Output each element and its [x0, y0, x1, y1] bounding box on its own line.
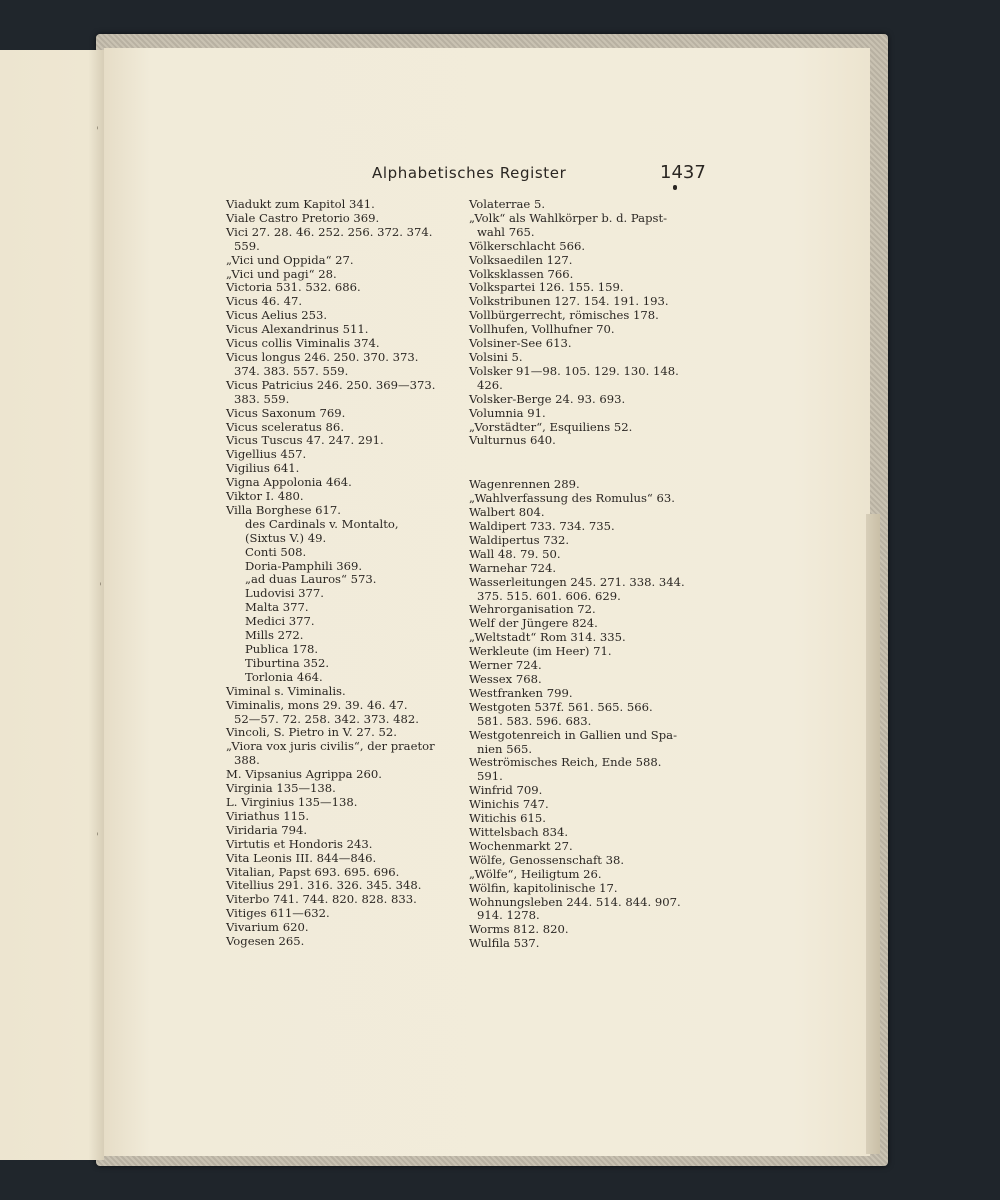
index-entry: Conti 508. [245, 544, 307, 559]
index-entry: Medici 377. [245, 614, 315, 629]
index-entry: Vollbürgerrecht, römisches 178. [469, 308, 659, 323]
index-entry: Vicus Patricius 246. 250. 369—373. [226, 377, 436, 392]
index-entry: Wasserleitungen 245. 271. 338. 344. [469, 574, 685, 589]
index-entry: Vitellius 291. 316. 326. 345. 348. [226, 878, 422, 893]
index-entry: „Vici und pagi“ 28. [226, 266, 337, 281]
index-entry: Werner 724. [469, 658, 542, 673]
index-entry: 914. 1278. [477, 908, 540, 923]
index-entry: 374. 383. 557. 559. [234, 363, 349, 378]
index-entry: Vici 27. 28. 46. 252. 256. 372. 374. [226, 224, 433, 239]
index-entry: Mills 272. [245, 628, 304, 643]
index-entry: Wagenrennen 289. [469, 477, 580, 492]
index-entry: Warnehar 724. [469, 560, 557, 575]
index-entry: Westgotenreich in Gallien und Spa- [469, 727, 677, 742]
index-entry: Ludovisi 377. [245, 586, 324, 601]
index-entry: Walbert 804. [469, 505, 545, 520]
index-entry: Wittelsbach 834. [469, 824, 569, 839]
index-entry: Viadukt zum Kapitol 341. [226, 197, 375, 211]
index-entry: Volkspartei 126. 155. 159. [469, 280, 624, 295]
index-entry: Wall 48. 79. 50. [469, 546, 561, 561]
index-entry: Wohnungsleben 244. 514. 844. 907. [469, 894, 681, 909]
index-entry: Wochenmarkt 27. [469, 838, 573, 853]
index-entry: Völkerschlacht 566. [469, 238, 586, 253]
index-entry: nien 565. [477, 741, 533, 756]
index-entry: Waldipertus 732. [469, 532, 570, 547]
index-entry: 559. [234, 238, 260, 253]
index-entry: Vicus Aelius 253. [226, 308, 328, 323]
index-entry: „ad duas Lauros“ 573. [245, 572, 377, 587]
index-entry: Volsiner-See 613. [469, 336, 572, 351]
index-entry: „Vici und Oppida“ 27. [226, 252, 354, 267]
index-entry: Victoria 531. 532. 686. [226, 280, 361, 295]
index-entry: 591. [477, 769, 503, 784]
index-entry: Volsker-Berge 24. 93. 693. [469, 391, 626, 406]
index-entry: (Sixtus V.) 49. [245, 530, 327, 545]
index-entry: M. Vipsanius Agrippa 260. [226, 767, 382, 782]
index-entry: Wölfe, Genossenschaft 38. [469, 852, 625, 867]
index-entry: Waldipert 733. 734. 735. [469, 519, 615, 534]
index-entry: Torlonia 464. [245, 669, 323, 684]
index-entry: des Cardinals v. Montalto, [245, 516, 399, 531]
index-entry: Vicus collis Viminalis 374. [226, 336, 380, 351]
index-entry: „Weltstadt“ Rom 314. 335. [469, 630, 626, 645]
index-entry: Vitalian, Papst 693. 695. 696. [226, 864, 400, 879]
index-entry: Vigna Appolonia 464. [226, 475, 352, 490]
index-entry: Doria-Pamphili 369. [245, 558, 363, 573]
index-entry: 388. [234, 753, 260, 768]
page-number: 1437 [660, 162, 706, 183]
index-entry: Vicus sceleratus 86. [226, 419, 344, 434]
index-column-left [226, 198, 454, 949]
index-entry: Malta 377. [245, 600, 309, 615]
page-edge [866, 514, 880, 1154]
index-entry: Publica 178. [245, 642, 319, 656]
index-entry: Volsini 5. [469, 349, 523, 364]
index-entry: „Wahlverfassung des Romulus“ 63. [469, 491, 675, 506]
index-entry: Viriathus 115. [226, 808, 310, 823]
index-entry: Vigellius 457. [226, 447, 307, 462]
index-entry: „Viora vox juris civilis“, der praetor [226, 739, 435, 754]
index-entry: Volksaedilen 127. [469, 252, 573, 267]
index-entry: Tiburtina 352. [245, 655, 330, 670]
index-entry: Virginia 135—138. [226, 781, 336, 796]
left-page [0, 50, 104, 1160]
index-entry: Werkleute (im Heer) 71. [469, 644, 612, 659]
index-entry: Vollhufen, Vollhufner 70. [469, 322, 615, 337]
index-entry: Volumnia 91. [469, 405, 546, 420]
binding-mark: ' [99, 582, 102, 593]
index-entry: Wulfila 537. [469, 936, 540, 951]
index-entry: Wehrorganisation 72. [469, 602, 596, 617]
index-section-v [469, 198, 699, 448]
index-entry: 375. 515. 601. 606. 629. [477, 588, 621, 603]
index-entry: Winichis 747. [469, 797, 549, 812]
index-entry: Worms 812. 820. [469, 922, 569, 937]
binding-mark: ' [96, 832, 99, 843]
index-entry: Viminal s. Viminalis. [226, 683, 346, 698]
index-entry: Viktor I. 480. [226, 489, 304, 504]
index-entry: Viridaria 794. [226, 822, 308, 837]
index-entry: „Volk“ als Wahlkörper b. d. Papst- [469, 210, 668, 225]
index-entry: Witichis 615. [469, 811, 546, 826]
index-column-right [469, 198, 699, 951]
index-entry: Vivarium 620. [226, 920, 309, 935]
index-entry: Volksklassen 766. [469, 266, 574, 281]
index-entry: Wölfin, kapitolinische 17. [469, 880, 618, 895]
section-gap [469, 448, 699, 478]
index-entry: Vulturnus 640. [469, 433, 556, 448]
index-entry: L. Virginius 135—138. [226, 794, 358, 809]
index-entry: Winfrid 709. [469, 783, 543, 798]
index-entry: Vicus Alexandrinus 511. [226, 322, 369, 337]
index-entry: Westfranken 799. [469, 685, 573, 700]
binding-mark: ' [96, 126, 99, 137]
index-entry: Weströmisches Reich, Ende 588. [469, 755, 662, 770]
index-entry: Vitiges 611—632. [226, 906, 330, 921]
index-entry: Welf der Jüngere 824. [469, 616, 598, 631]
index-entry: Virtutis et Hondoris 243. [226, 836, 373, 851]
index-entry: 426. [477, 377, 503, 392]
index-entry: Vincoli, S. Pietro in V. 27. 52. [226, 725, 397, 740]
index-entry: Westgoten 537f. 561. 565. 566. [469, 699, 653, 714]
index-entry: Vicus Saxonum 769. [226, 405, 346, 420]
index-entry: Volaterrae 5. [469, 197, 546, 211]
index-entry: Wessex 768. [469, 672, 542, 686]
index-entry: Volkstribunen 127. 154. 191. 193. [469, 294, 669, 309]
index-entry: Vicus Tuscus 47. 247. 291. [226, 433, 384, 448]
index-entry: Vigilius 641. [226, 461, 300, 476]
index-entry: Viale Castro Pretorio 369. [226, 210, 380, 225]
index-entry: Villa Borghese 617. [226, 502, 341, 517]
index-entry: 581. 583. 596. 683. [477, 713, 592, 728]
index-entry: Vicus longus 246. 250. 370. 373. [226, 349, 419, 364]
index-entry: Vogesen 265. [226, 934, 305, 949]
index-entry: Volsker 91—98. 105. 129. 130. 148. [469, 363, 679, 378]
index-entry: Viminalis, mons 29. 39. 46. 47. [226, 697, 408, 712]
ink-dot [673, 185, 677, 190]
index-entry: „Wölfe“, Heiligtum 26. [469, 866, 602, 881]
index-entry: Vicus 46. 47. [226, 294, 303, 309]
index-entry: Vita Leonis III. 844—846. [226, 850, 377, 865]
index-entry: „Vorstädter“, Esquiliens 52. [469, 419, 633, 434]
index-entry: wahl 765. [477, 224, 535, 239]
index-entry: Viterbo 741. 744. 820. 828. 833. [226, 892, 417, 907]
index-entry: 383. 559. [234, 391, 290, 406]
index-section-w [469, 478, 699, 951]
running-head: Alphabetisches Register [372, 164, 567, 182]
index-entry: 52—57. 72. 258. 342. 373. 482. [234, 711, 419, 726]
